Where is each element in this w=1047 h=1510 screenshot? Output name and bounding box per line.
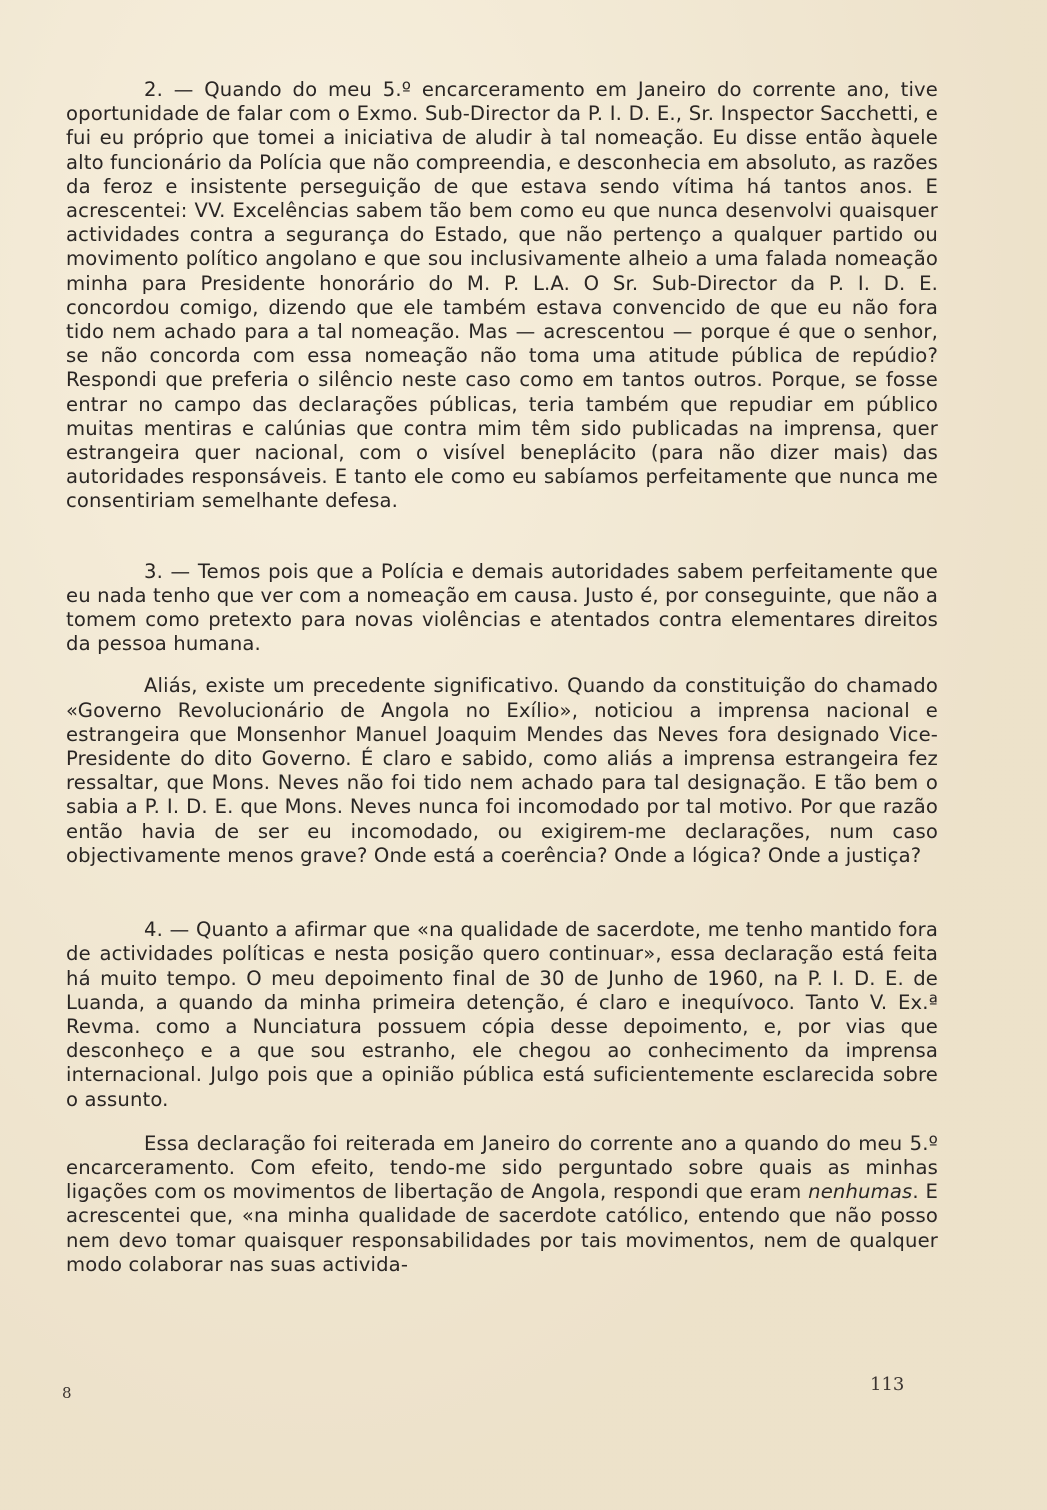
paragraph-3: 3. — Temos pois que a Polícia e demais autoridades sabem perfeitamente que eu nada tenho que ver com a nomeação em causa. Justo é, por conseguinte, que não a tomem como pretexto para novas violências e atentados contra elementares direitos da pessoa humana.	[66, 559, 938, 656]
paragraph-2: 2. — Quando do meu 5.º encarceramento em Janeiro do corrente ano, tive oportunidade de falar com o Exmo. Sub-Director da P. I. D. E., Sr. Inspector Sacchetti, e fui eu próprio que tomei a iniciativa de aludir à tal nomeação. Eu disse então àquele alto funcionário da Polícia que não compreendia, e desconhecia em absoluto, as razões da feroz e insistente perseguição de que estava sendo vítima há tantos anos. E acrescentei: VV. Excelências sabem tão bem como eu que nunca desenvolvi quaisquer actividades contra a segurança do Estado, que não pertenço a qualquer partido ou movimento político angolano e que sou inclusivamente alheio a uma falada nomeação minha para Presidente honorário do M. P. L.A. O Sr. Sub-Director da P. I. D. E. concordou comigo, dizendo que ele também estava convencido de que eu não fora tido nem achado para a tal nomeação. Mas — acrescentou — porque é que o senhor, se não concorda com essa nomeação não toma uma atitude pública de repúdio? Respondi que preferia o silêncio neste caso como em tantos outros. Porque, se fosse entrar no campo das declarações públicas, teria também que repudiar em público muitas mentiras e calúnias que contra mim têm sido publicadas na imprensa, quer estrangeira quer nacional, com o visível beneplácito (para não dizer mais) das autoridades responsáveis. E tanto ele como eu sabíamos perfeitamente que nunca me consentiriam semelhante defesa.	[66, 78, 938, 513]
page-number: 113	[870, 1374, 905, 1395]
paragraph-4: 4. — Quanto a afirmar que «na qualidade de sacerdote, me tenho mantido fora de actividades políticas e nesta posição quero continuar», essa declaração está feita há muito tempo. O meu depoimento final de 30 de Junho de 1960, na P. I. D. E. de Luanda, a quando da minha primeira detenção, é claro e inequívoco. Tanto V. Ex.ª Revma. como a Nunciatura possuem cópia desse depoimento, e, por vias que desconheço e a que sou estranho, ele chegou ao conhecimento da imprensa internacional. Julgo pois que a opinião pública está suficientemente esclarecida sobre o assunto.	[66, 918, 938, 1111]
reiteration-emphasis: nenhumas	[808, 1180, 913, 1204]
signature-mark: 8	[62, 1384, 72, 1402]
body-text	[66, 78, 938, 1277]
paragraph-precedent: Aliás, existe um precedente significativo. Quando da constituição do chamado «Governo Revolucionário de Angola no Exílio», noticiou a imprensa nacional e estrangeira que Monsenhor Manuel Joaquim Mendes das Neves fora designado Vice-Presidente do dito Governo. É claro e sabido, como aliás a imprensa estrangeira fez ressaltar, que Mons. Neves não foi tido nem achado para tal designação. E tão bem o sabia a P. I. D. E. que Mons. Neves nunca foi incomodado por tal motivo. Por que razão então havia de ser eu incomodado, ou exigirem-me declarações, num caso objectivamente menos grave? Onde está a coerência? Onde a lógica? Onde a justiça?	[66, 674, 938, 867]
reiteration-text-after: . E acrescentei que, «na minha qualidade de sacerdote católico, entendo que não posso nem devo tomar quaisquer responsabilidades por tais movimentos, nem de qualquer modo colaborar nas suas activida-	[66, 1180, 938, 1276]
paragraph-reiteration	[66, 1132, 938, 1277]
reiteration-text-before: Essa declaração foi reiterada em Janeiro do corrente ano a quando do meu 5.º encarceramento. Com efeito, tendo-me sido perguntado sobre quais as minhas ligações com os movimentos de libertação de Angola, respondi que eram	[66, 1131, 938, 1204]
